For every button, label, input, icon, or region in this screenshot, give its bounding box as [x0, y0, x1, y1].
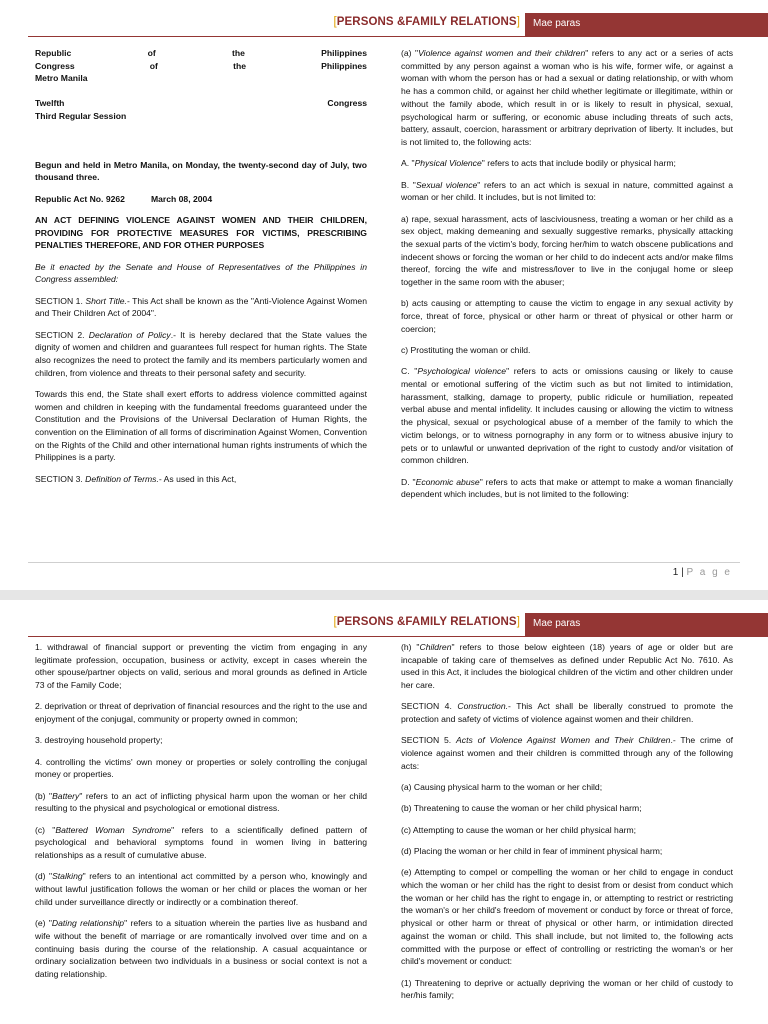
section-1: SECTION 1. Short Title.- This Act shall be known as the "Anti-Violence Against Women and Their Children Act of 2004".	[35, 295, 367, 319]
begun-paragraph: Begun and held in Metro Manila, on Monday, the twenty-second day of July, two thousand three.	[35, 159, 367, 183]
towards-paragraph: Towards this end, the State shall exert efforts to address violence committed against women and children in keeping with the fundamental freedoms guaranteed under the Constitution and the Provisions of the Universal Declaration of Human Rights, the convention on the Elimination of all forms of discrimination Against Women, Convention on the Rights of the Child and other international human rights instruments of which the Philippines is a party.	[35, 388, 367, 463]
definition-D: D. "Economic abuse" refers to acts that make or attempt to make a woman financially dependent which includes, but is not limited to the following:	[401, 476, 733, 500]
enacting-clause: Be it enacted by the Senate and House of Representatives of the Philippines in Congress assembled:	[35, 261, 367, 285]
page-number: 1 | P a g e	[672, 567, 732, 578]
page2-right-column	[401, 641, 733, 1011]
footer-rule	[28, 562, 740, 563]
header-author-box	[525, 613, 768, 637]
header-rule	[28, 636, 525, 637]
act-e-1: (1) Threatening to deprive or actually depriving the woman or her child of custody to her/his family;	[401, 977, 733, 1001]
header-title: [PERSONS &FAMILY RELATIONS]	[333, 16, 520, 28]
page1-right-column	[401, 47, 733, 510]
address-line-1: Republic of the Philippines	[35, 48, 367, 58]
page2-left-column	[35, 641, 367, 989]
economic-abuse-3: 3. destroying household property;	[35, 735, 163, 746]
economic-abuse-2: 2. deprivation or threat of deprivation of financial resources and the right to the use and enjoyment of the conjugal, community or property owned in common;	[35, 701, 367, 725]
section-3: SECTION 3. Definition of Terms.- As used in this Act,	[35, 473, 237, 484]
definition-B-c: c) Prostituting the woman or child.	[401, 345, 531, 356]
address-line-3: Metro Manila	[35, 73, 88, 84]
page-header	[0, 13, 768, 37]
address-line-2: Congress of the Philippines	[35, 60, 367, 71]
act-c: (c) Attempting to cause the woman or her child physical harm;	[401, 824, 637, 835]
act-b: (b) Threatening to cause the woman or her child physical harm;	[401, 803, 642, 814]
header-author-box	[525, 13, 768, 37]
act-d: (d) Placing the woman or her child in fear of imminent physical harm;	[401, 846, 663, 856]
header-rule	[28, 36, 525, 37]
definition-battered-woman-syndrome: (c) "Battered Woman Syndrome" refers to a scientifically defined pattern of psychological and behavioral symptoms found in women living in battering relationships as a result of cumulative abuse.	[35, 824, 367, 861]
definition-stalking: (d) "Stalking" refers to an intentional act committed by a person who, knowingly and without lawful justification follows the woman or her child or places the woman or her child under surveillance directly or indirectly or a combination thereof.	[35, 871, 367, 907]
header-author: Mae paras	[533, 18, 581, 29]
definition-B-b: b) acts causing or attempting to cause the victim to engage in any sexual activity by force, threat of force, physical or other harm or threat of physical or other harm or coercion;	[401, 298, 733, 334]
definition-battery: (b) "Battery" refers to an act of inflicting physical harm upon the woman or her child resulting to the physical and psychological or emotional distress.	[35, 790, 367, 814]
definition-children: (h) "Children" refers to those below eighteen (18) years of age or older but are incapable of taking care of themselves as defined under Republic Act No. 7610. As used in this Act, it includes the biological children of the victim and other children under her care.	[401, 642, 733, 691]
header-title: [PERSONS &FAMILY RELATIONS]	[333, 616, 520, 628]
document-page-2	[0, 600, 768, 1024]
definition-a: (a) "Violence against women and their children" refers to any act or a series of acts committed by any person against a woman who is his wife, former wife, or against a woman with whom the person has or had a sexual or dating relationship, or with whom he has a common child, or against her child whether legitimate or illegitimate, within or without the family abode, which result in or is likely to result in physical, sexual, psychological harm or suffering, or economic abuse including threats of such acts, battery, assault, coercion, harassment or arbitrary deprivation of liberty. It includes, but is not limited to, the following acts:	[401, 48, 733, 147]
section-2: SECTION 2. Declaration of Policy.- It is hereby declared that the State values the dignity of women and children and guarantees full respect for human rights. The State also recognizes the need to protect the family and its members particularly women and children, from violence and threats to their personal safety and security.	[35, 329, 367, 378]
session-line-1: Twelfth Congress	[35, 98, 367, 109]
header-author: Mae paras	[533, 618, 581, 629]
section-4: SECTION 4. Construction.- This Act shall be liberally construed to promote the protection and safety of victims of violence against women and their children.	[401, 701, 734, 725]
republic-act-line: Republic Act No. 9262 March 08, 2004	[35, 193, 213, 204]
definition-B: B. "Sexual violence" refers to an act which is sexual in nature, committed against a woman or her child. It includes, but is not limited to:	[401, 179, 733, 203]
economic-abuse-4: 4. controlling the victims' own money or properties or solely controlling the conjugal money or properties.	[35, 756, 367, 780]
act-e: (e) Attempting to compel or compelling the woman or her child to engage in conduct which the woman or her child has the right to desist from or desist from conduct which the woman or her child has the right to engage in, or attempting to restrict or restricting the woman's or her child's freedom of movement or conduct by force or threat of force, physical or other harm or threat of physical or other harm, or intimidation directed against the woman or child. This shall include, but not limited to, the following acts committed with the purpose or effect of controlling or restricting the woman's or her child's movement or conduct:	[401, 867, 733, 967]
definition-B-a: a) rape, sexual harassment, acts of lasciviousness, treating a woman or her child as a sex object, making demeaning and sexually suggestive remarks, physically attacking the sexual parts of the victim's body, forcing her/him to watch obscene publications and indecent shows or forcing the woman or her child to do indecent acts and/or make films thereof, forcing the wife and mistress/lover to live in the conjugal home or sleep together in the same room with the abuser;	[401, 213, 733, 288]
section-5: SECTION 5. Acts of Violence Against Women and Their Children.- The crime of violence against women and their children is committed through any of the following acts:	[401, 735, 734, 771]
economic-abuse-1: 1. withdrawal of financial support or preventing the victim from engaging in any legitimate profession, occupation, business or activity, except in cases wherein the other spouse/partner objects on valid, serious and moral grounds as defined in Article 73 of the Family Code;	[35, 642, 367, 691]
session-line-2: Third Regular Session	[35, 110, 127, 121]
page-header	[0, 613, 768, 637]
page1-left-column	[35, 47, 367, 494]
definition-dating-relationship: (e) "Dating relationship" refers to a situation wherein the parties live as husband and wife without the benefit of marriage or are romantically involved over time and on a continuing basis during the course of the relationship. A casual acquaintance or ordinary socialization between two individuals in a business or social context is not a dating relationship.	[35, 918, 367, 979]
act-title: AN ACT DEFINING VIOLENCE AGAINST WOMEN AND THEIR CHILDREN, PROVIDING FOR PROTECTIVE MEASURES FOR VICTIMS, PRESCRIBING PENALTIES THEREFORE, AND FOR OTHER PURPOSES	[35, 214, 367, 251]
definition-A: A. "Physical Violence" refers to acts that include bodily or physical harm;	[401, 158, 676, 169]
act-a: (a) Causing physical harm to the woman or her child;	[401, 782, 603, 793]
definition-C: C. "Psychological violence" refers to acts or omissions causing or likely to cause mental or emotional suffering of the victim such as but not limited to intimidation, harassment, stalking, damage to property, public ridicule or humiliation, repeated verbal abuse and mental infidelity. It includes causing or allowing the victim to witness the physical, sexual or psychological abuse of a member of the family to which the victim belongs, or to witness pornography in any form or to witness abusive injury to pets or to unlawful or unwanted deprivation of the right to custody and/or visitation of common children.	[401, 366, 733, 466]
